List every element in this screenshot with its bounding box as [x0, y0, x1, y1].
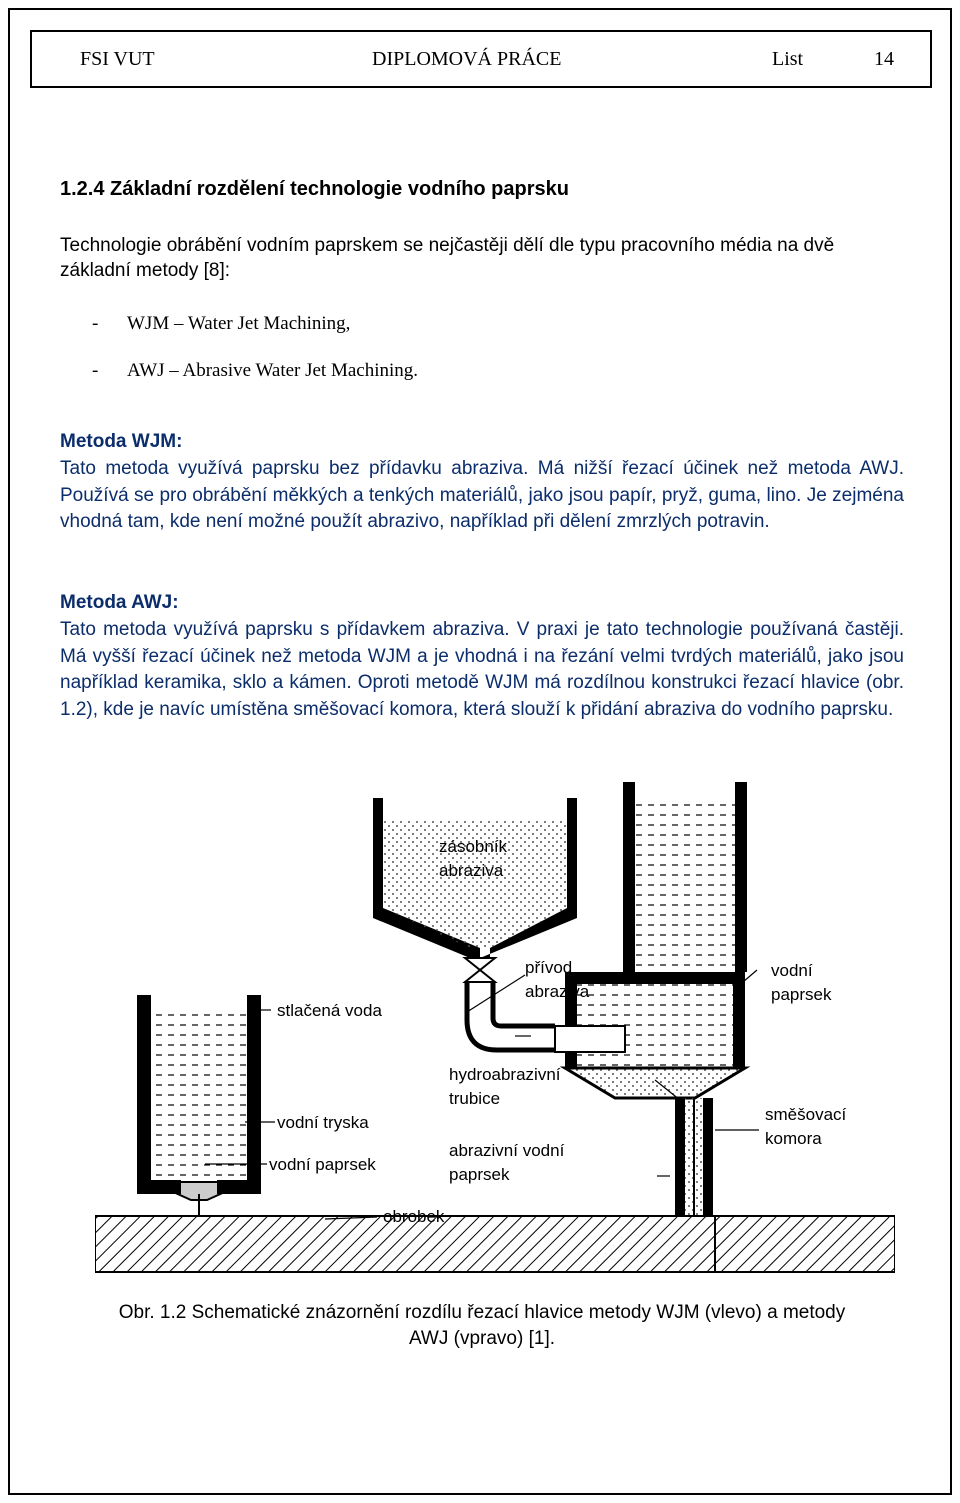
svg-text:abraziva	[525, 982, 590, 1001]
label-hydro-1: hydroabrazivní	[449, 1065, 561, 1084]
caption-line-1: Obr. 1.2 Schematické znázornění rozdílu řezací hlavice metody WJM (vlevo) a metody	[118, 1302, 846, 1323]
label-privod-2: abraziva	[525, 982, 590, 1001]
wjm-head-diagram	[137, 995, 261, 1216]
header-page-number: 14	[874, 48, 894, 70]
label-stlacena-voda: stlačená voda	[277, 1001, 382, 1020]
svg-text:trubice	[449, 1089, 500, 1108]
list-item-text: WJM – Water Jet Machining,	[127, 313, 351, 334]
workpiece-right	[715, 1216, 895, 1272]
svg-text:vodní	[771, 961, 813, 980]
intro-paragraph: Technologie obrábění vodním paprskem se nejčastěji dělí dle typu pracovního média na dvě základní metody [8]:	[60, 235, 835, 281]
label-vodni-paprsek-r2: paprsek	[771, 985, 832, 1004]
figure-caption	[60, 1300, 904, 1352]
caption-line-2: AWJ (vpravo) [1].	[408, 1328, 556, 1349]
svg-text:stlačená voda	[277, 1001, 382, 1020]
figure-diagram	[95, 780, 895, 1300]
svg-text:hydroabrazivní	[449, 1065, 561, 1084]
svg-text:obrobek	[383, 1207, 445, 1226]
svg-text:přívod	[525, 958, 572, 977]
label-smesovaci-1: směšovací	[765, 1105, 847, 1124]
label-vodni-tryska: vodní tryska	[277, 1113, 369, 1132]
svg-text:abraziva	[439, 861, 504, 880]
label-hydro-2: trubice	[449, 1089, 501, 1108]
awj-heading: Metoda AWJ:	[60, 592, 179, 613]
svg-text:abrazivní vodní	[449, 1141, 565, 1160]
list-item-text: AWJ – Abrasive Water Jet Machining.	[127, 360, 419, 381]
list-dash: -	[92, 313, 99, 334]
label-zasobnik-1: zásobník	[439, 837, 508, 856]
header-school: FSI VUT	[80, 48, 155, 70]
svg-text:zásobník	[439, 837, 508, 856]
label-zasobnik-2: abraziva	[439, 861, 504, 880]
header-list-label: List	[772, 48, 804, 70]
label-abrazivni-2: paprsek	[449, 1165, 510, 1184]
svg-text:vodní paprsek	[269, 1155, 376, 1174]
label-privod-1: přívod	[525, 958, 573, 977]
svg-text:komora	[765, 1129, 822, 1148]
awj-paragraph: Tato metoda využívá paprsku s přídavkem abraziva. V praxi je tato technologie používaná častěji. Má vyšší řezací účinek než metoda WJM a je vhodná i na řezání velmi tvrdých materiálů, jako jsou například keramika, sklo a kámen. Oproti metodě WJM má rozdílnou konstrukci řezací hlavice (obr. 1.2), kde je navíc umístěna směšovací komora, která slouží k přidání abraziva do vodního paprsku.	[60, 619, 904, 720]
svg-text:paprsek	[771, 985, 832, 1004]
list-dash: -	[92, 360, 99, 381]
label-vodni-paprsek-l: vodní paprsek	[269, 1155, 376, 1174]
figure-cutting-heads	[95, 780, 895, 1300]
svg-text:paprsek	[449, 1165, 510, 1184]
label-obrobek: obrobek	[383, 1207, 445, 1226]
page-header	[30, 30, 932, 88]
wjm-heading: Metoda WJM:	[60, 431, 183, 452]
section-title: 1.2.4 Základní rozdělení technologie vodního paprsku	[60, 178, 569, 200]
label-vodni-paprsek-r1: vodní	[771, 961, 813, 980]
svg-text:vodní tryska	[277, 1113, 369, 1132]
label-smesovaci-2: komora	[765, 1129, 822, 1148]
label-abrazivni-1: abrazivní vodní	[449, 1141, 565, 1160]
header-thesis-type: DIPLOMOVÁ PRÁCE	[372, 48, 562, 70]
wjm-paragraph: Tato metoda využívá paprsku bez přídavku abraziva. Má nižší řezací účinek než metoda AWJ. Používá se pro obrábění měkkých a tenkých materiálů, jako jsou papír, pryž, guma, lino. Je zejména vhodná tam, kde není možné použít abrazivo, například při dělení zmrzlých potravin.	[60, 458, 904, 532]
svg-text:směšovací	[765, 1105, 847, 1124]
